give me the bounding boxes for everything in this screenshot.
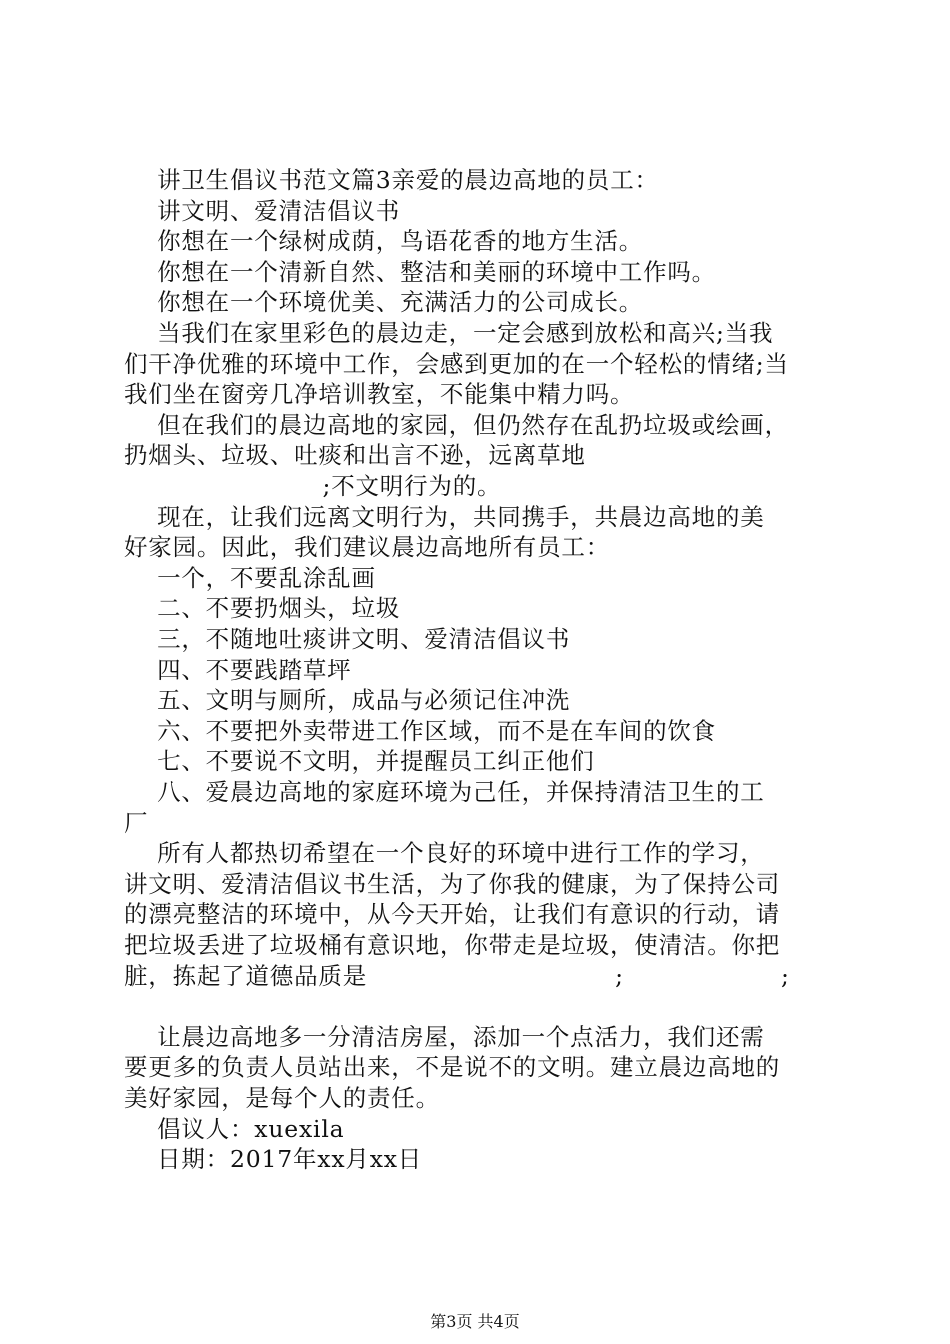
text-line: 们干净优雅的环境中工作，会感到更加的在一个轻松的情绪;当: [124, 349, 789, 378]
text-line: 我们坐在窗旁几净培训教室，不能集中精力吗。: [124, 380, 635, 409]
text-line: 扔烟头、垃圾、吐痰和出言不逊，远离草地: [124, 441, 586, 470]
text-line: 要更多的负责人员站出来，不是说不的文明。建立晨边高地的: [124, 1053, 781, 1082]
text-line: 美好家园，是每个人的责任。: [124, 1084, 440, 1112]
text-line: 所有人都热切希望在一个良好的环境中进行工作的学习，: [124, 839, 765, 868]
text-line: 倡议人：xuexila: [124, 1114, 345, 1143]
text-line: 讲文明、爱清洁倡议书: [124, 196, 401, 225]
text-line: ;不文明行为的。: [124, 472, 502, 500]
text-line: 四、不要践踏草坪: [124, 655, 352, 684]
text-line: 六、不要把外卖带进工作区域，而不是在车间的饮食: [124, 716, 716, 745]
text-line: 厂: [124, 808, 149, 837]
text-line: 你想在一个环境优美、充满活力的公司成长。: [124, 288, 644, 317]
text-line: 好家园。因此，我们建议晨边高地所有员工：: [124, 533, 610, 562]
text-line: 当我们在家里彩色的晨边走，一定会感到放松和高兴;当我: [124, 319, 774, 347]
text-line: 讲文明、爱清洁倡议书生活，为了你我的健康，为了保持公司: [124, 869, 781, 898]
page-footer: 第3页 共4页: [430, 1312, 520, 1331]
text-line: 三，不随地吐痰讲文明、爱清洁倡议书: [124, 625, 571, 653]
text-line: 让晨边高地多一分清洁房屋，添加一个点活力，我们还需: [124, 1022, 765, 1051]
text-line: 一个，不要乱涂乱画: [124, 563, 376, 592]
text-line: 五、文明与厕所，成品与必须记住冲洗: [124, 686, 571, 715]
text-line: 二、不要扔烟头，垃圾: [124, 594, 401, 623]
text-line: 但在我们的晨边高地的家园，但仍然存在乱扔垃圾或绘画，: [124, 410, 789, 439]
text-line: 的漂亮整洁的环境中，从今天开始，让我们有意识的行动，请: [124, 900, 781, 929]
text-line: 把垃圾丢进了垃圾桶有意识地，你带走是垃圾，使清洁。你把: [124, 931, 781, 959]
text-line: 日期：2017年xx月xx日: [124, 1145, 423, 1174]
text-line: 讲卫生倡议书范文篇3亲爱的晨边高地的员工：: [124, 166, 659, 194]
text-line: 你想在一个绿树成荫，鸟语花香的地方生活。: [124, 227, 644, 256]
text-line: 现在，让我们远离文明行为，共同携手，共晨边高地的美: [124, 502, 765, 531]
text-line: 八、爱晨边高地的家庭环境为己任，并保持清洁卫生的工: [124, 778, 765, 806]
text-line: 脏，拣起了道德品质是 ; ;: [124, 961, 790, 990]
text-line: 七、不要说不文明，并提醒员工纠正他们: [124, 747, 595, 776]
text-line: 你想在一个清新自然、整洁和美丽的环境中工作吗。: [124, 257, 716, 286]
